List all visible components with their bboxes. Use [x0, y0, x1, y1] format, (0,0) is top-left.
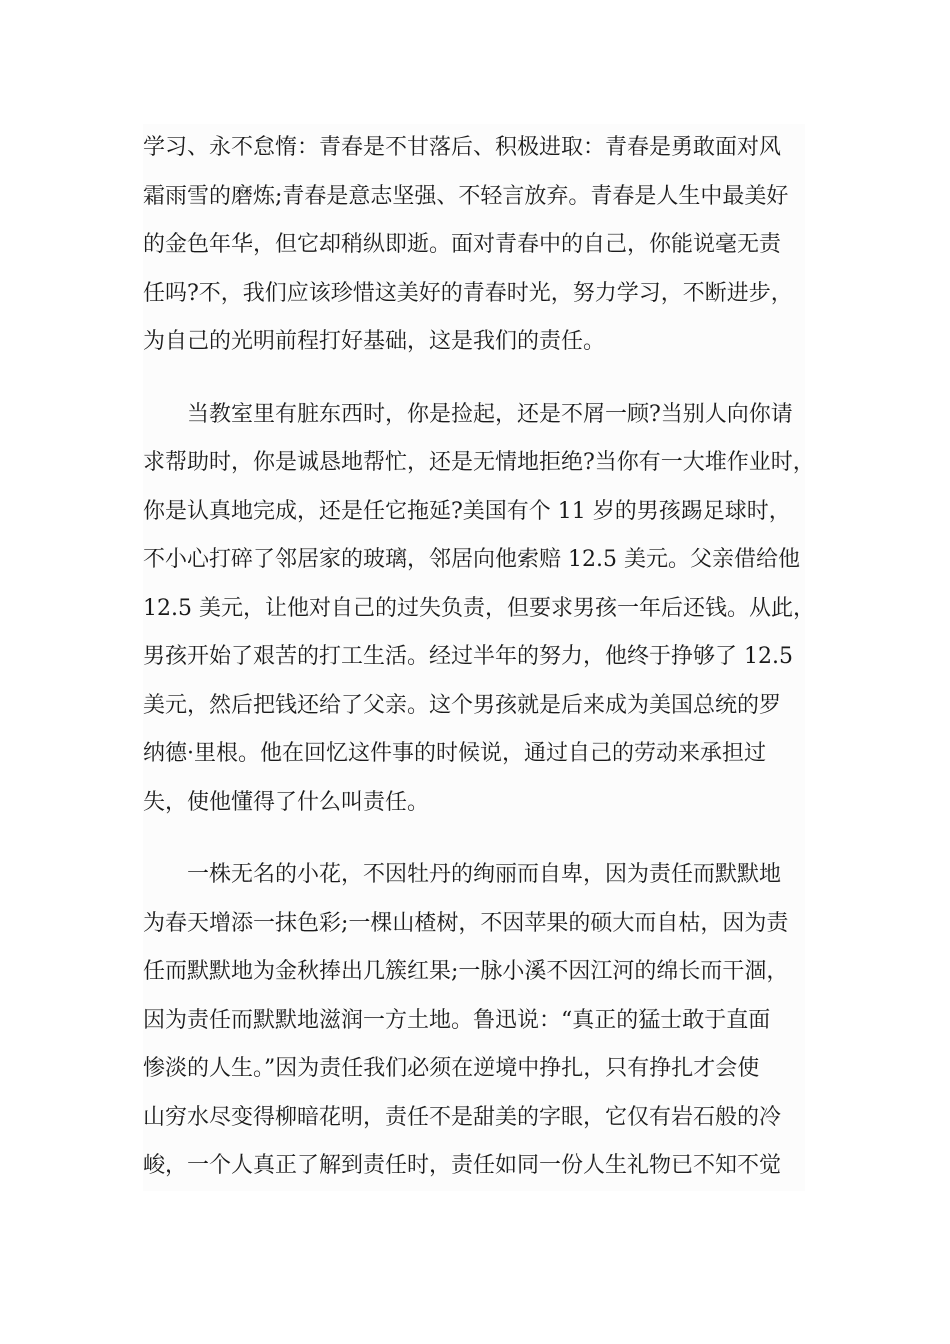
- text-line: 当教室里有脏东西时，你是捡起，还是不屑一顾?当别人向你请: [187, 401, 793, 427]
- paragraph-spacer: [143, 367, 805, 391]
- text-line: 任吗?不，我们应该珍惜这美好的青春时光，努力学习，不断进步，: [143, 280, 793, 306]
- paragraph-youth: [143, 124, 805, 367]
- text-line: 惨淡的人生。”因为责任我们必须在逆境中挣扎，只有挣扎才会使: [143, 1056, 760, 1081]
- text-line: 求帮助时，你是诚恳地帮忙，还是无情地拒绝?当你有一大堆作业时，: [143, 450, 815, 475]
- paragraph-responsibility: [143, 851, 805, 1191]
- text-line: 为春天增添一抹色彩;一棵山楂树，不因苹果的硕大而自枯，因为责: [143, 910, 789, 936]
- document-body: [143, 124, 815, 1191]
- text-line: 一株无名的小花，不因牡丹的绚丽而自卑，因为责任而默默地: [187, 862, 782, 887]
- text-line: 12.5 美元，让他对自己的过失负责，但要求男孩一年后还钱。从此，: [143, 595, 815, 621]
- text-line: 学习、永不怠惰：青春是不甘落后、积极进取：青春是勇敢面对风: [143, 135, 782, 160]
- text-line: 峻，一个人真正了解到责任时，责任如同一份人生礼物已不知不觉: [143, 1153, 782, 1178]
- text-line: 山穷水尽变得柳暗花明，责任不是甜美的字眼，它仅有岩石般的冷: [143, 1104, 782, 1130]
- text-line: 因为责任而默默地滋润一方土地。鲁迅说：“真正的猛士敢于直面: [143, 1007, 771, 1033]
- text-line: 霜雨雪的磨炼;青春是意志坚强、不轻言放弃。青春是人生中最美好: [143, 183, 789, 209]
- text-line: 的金色年华，但它却稍纵即逝。面对青春中的自己，你能说毫无责: [143, 232, 782, 257]
- text-line: 男孩开始了艰苦的打工生活。经过半年的努力，他终于挣够了 12.5: [143, 644, 793, 669]
- paragraph-spacer: [143, 827, 805, 851]
- text-line: 纳德·里根。他在回忆这件事的时候说，通过自己的劳动来承担过: [143, 741, 766, 766]
- text-line: 任而默默地为金秋捧出几簇红果;一脉小溪不因江河的绵长而干涸，: [143, 959, 789, 984]
- text-line: 失，使他懂得了什么叫责任。: [143, 789, 430, 815]
- paragraph-reagan-story: [143, 391, 815, 828]
- text-line: 美元，然后把钱还给了父亲。这个男孩就是后来成为美国总统的罗: [143, 692, 782, 718]
- text-line: 不小心打碎了邻居家的玻璃，邻居向他索赔 12.5 美元。父亲借给他: [143, 547, 800, 572]
- text-line: 你是认真地完成，还是任它拖延?美国有个 11 岁的男孩踢足球时，: [143, 498, 791, 524]
- text-line: 为自己的光明前程打好基础，这是我们的责任。: [143, 329, 606, 354]
